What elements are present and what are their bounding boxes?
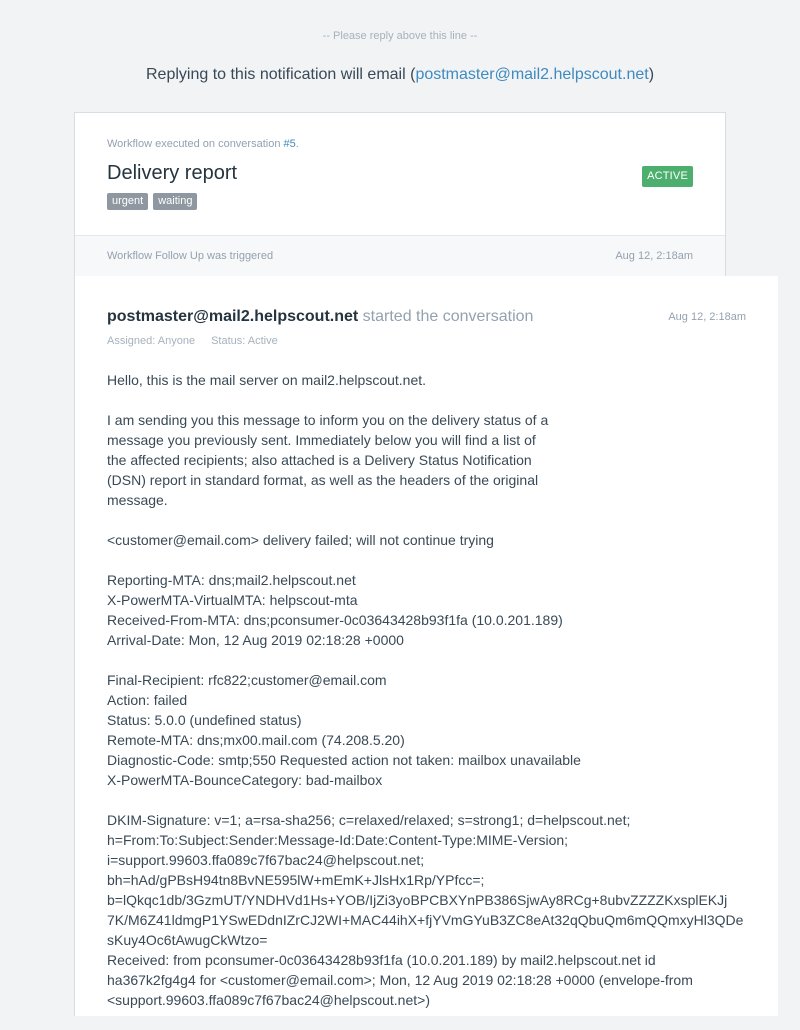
recipient-line: X-PowerMTA-BounceCategory: bad-mailbox — [107, 772, 383, 788]
assigned-label: Assigned: Anyone — [107, 335, 196, 347]
headers-block — [107, 810, 747, 1010]
header-line: DKIM-Signature: v=1; a=rsa-sha256; c=relaxed/relaxed; s=strong1; d=helpscout.net; — [107, 812, 631, 828]
recipient-line: Status: 5.0.0 (undefined status) — [107, 712, 302, 728]
intro-paragraph: I am sending you this message to inform you on the delivery status of a message you previously sent. Immediately below you will find a list of the affected recipients; also attached is a Delivery Status Notification (DSN) report in standard format, as well as the headers of the original message. — [107, 412, 549, 508]
recipient-block — [107, 670, 747, 790]
header-line: bh=hAd/gPBsH94tn8BvNE595lW+mEmK+JlsHx1Rp/YPfcc=; — [107, 872, 485, 888]
tag-list — [107, 193, 197, 210]
failure-notice: <customer@email.com> delivery failed; will not continue trying — [107, 532, 494, 548]
workflow-executed-suffix: . — [295, 138, 299, 150]
reply-above-line: -- Please reply above this line -- — [322, 30, 478, 42]
workflow-executed-note — [107, 138, 299, 150]
reply-note-prefix: Replying to this notification will email ( — [145, 66, 416, 83]
reporting-line: Arrival-Date: Mon, 12 Aug 2019 02:18:28 +0000 — [107, 632, 404, 648]
workflow-executed-prefix: Workflow executed on conversation — [107, 138, 284, 150]
header-line: b=lQkqc1db/3GzmUT/YNDHVd1Hs+YOB/IjZi3yoBPCBXYnPB386SjwAy8RCg+8ubvZZZZKxsplEKJj — [107, 892, 728, 908]
workflow-triggered-text: Workflow Follow Up was triggered — [107, 250, 274, 262]
reporting-line: Received-From-MTA: dns;pconsumer-0c03643428b93f1fa (10.0.201.189) — [107, 612, 563, 628]
status-badge: ACTIVE — [642, 166, 693, 187]
tag-urgent: urgent — [107, 193, 148, 210]
thread-meta — [107, 335, 278, 347]
header-line: <support.99603.ffa089c7f67bac24@helpscout.net>) — [107, 992, 430, 1008]
reporting-line: Reporting-MTA: dns;mail2.helpscout.net — [107, 572, 356, 588]
reporting-block — [107, 570, 747, 650]
reply-note — [0, 66, 800, 84]
status-label: Status: Active — [211, 335, 278, 347]
thread-timestamp: Aug 12, 2:18am — [668, 311, 746, 323]
thread-action: started the conversation — [362, 308, 534, 325]
header-line: Received: from pconsumer-0c03643428b93f1fa (10.0.201.189) by mail2.helpscout.net id — [107, 952, 656, 968]
conversation-link[interactable]: #5 — [283, 138, 296, 150]
workflow-trigger-row — [75, 235, 725, 276]
header-line: ha367k2fg4g4 for <customer@email.com>; Mon, 12 Aug 2019 02:18:28 +0000 (envelope-from — [107, 972, 693, 988]
recipient-line: Remote-MTA: dns;mx00.mail.com (74.208.5.20) — [107, 732, 405, 748]
thread-card — [74, 276, 778, 1016]
header-line: sKuy4Oc6tAwugCkWtzo= — [107, 932, 268, 948]
conversation-title: Delivery report — [107, 162, 238, 184]
reply-email-link[interactable]: postmaster@mail2.helpscout.net — [415, 66, 649, 83]
reply-note-suffix: ) — [648, 66, 655, 83]
workflow-summary — [75, 113, 725, 235]
workflow-card — [74, 112, 726, 276]
thread-header — [107, 308, 533, 326]
greeting: Hello, this is the mail server on mail2.helpscout.net. — [107, 372, 427, 388]
workflow-triggered-time: Aug 12, 2:18am — [615, 250, 693, 262]
tag-waiting: waiting — [153, 193, 197, 210]
recipient-line: Action: failed — [107, 692, 188, 708]
recipient-line: Final-Recipient: rfc822;customer@email.com — [107, 672, 387, 688]
message-body — [107, 370, 747, 1030]
sender-email: postmaster@mail2.helpscout.net — [107, 308, 359, 325]
header-line: i=support.99603.ffa089c7f67bac24@helpscout.net; — [107, 852, 425, 868]
recipient-line: Diagnostic-Code: smtp;550 Requested action not taken: mailbox unavailable — [107, 752, 581, 768]
header-line: 7K/M6Z41ldmgP1YSwEDdnIZrCJ2WI+MAC44ihX+fjYVmGYuB3ZC8eAt32qQbuQm6mQQmxyHl3QDe — [107, 912, 744, 928]
header-line: h=From:To:Subject:Sender:Message-Id:Date:Content-Type:MIME-Version; — [107, 832, 569, 848]
reporting-line: X-PowerMTA-VirtualMTA: helpscout-mta — [107, 592, 358, 608]
